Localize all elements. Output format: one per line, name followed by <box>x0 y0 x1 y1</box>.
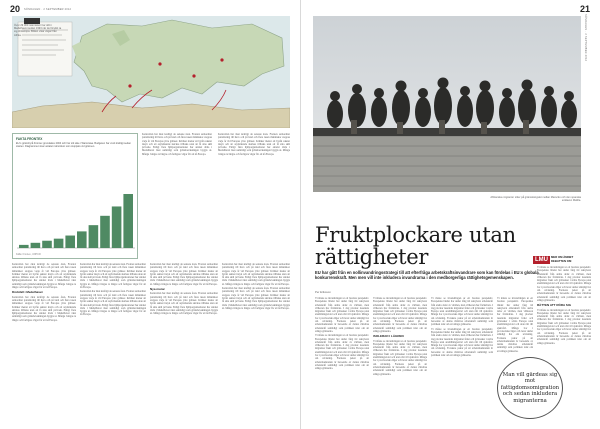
running-head-left: SÖNDAGEN · 2 SEPTEMBER 2012 <box>24 8 72 11</box>
factbox-title: FAKTA FRONTEX <box>16 137 43 141</box>
left-bottom-col-4 <box>222 263 290 421</box>
factbox-bar <box>54 239 64 248</box>
right-col-2 <box>373 297 427 423</box>
left-bottom-col-1-text-b: Kontrollen har ökat kraftigt de senaste åren. Frontex samordnar patrullering till havs och på land och flera tusen människor stoppas varje år vid Europas yttre gränser. Kritiker menar att byrån saknar insyn och att asylsökande skickas tillbaka utan att få sina skäl prövade. Enligt flera hjälporganisationer har antalet döda i Medelhavet ökat samtidigt som gränsbevakningen byggts ut. Många tvingas ta längre och farligare vägar för att nå Europa. <box>12 295 76 322</box>
left-subhead-1: Dödsfall i Medelhavet <box>12 290 43 295</box>
factbox-bar <box>100 216 110 248</box>
left-bottom-col-2-text-b: Kontrollen har ökat kraftigt de senaste åren. Frontex samordnar patrullering till havs och på land och flera tusen människor stoppas varje år vid Europas yttre gränser. Kritiker menar att byrån saknar insyn och att asylsökande skickas tillbaka utan att få sina skäl prövade. Enligt flera hjälporganisationer har antalet döda i Medelhavet ökat samtidigt som gränsbevakningen byggts ut. Många tvingas ta längre och farligare vägar för att nå Europa. <box>80 290 146 317</box>
left-bottom-col-2 <box>80 263 146 421</box>
byline: Per Eriksson <box>315 290 331 294</box>
left-bottom-col-4-text-b: Kontrollen har ökat kraftigt de senaste åren. Frontex samordnar patrullering till havs och på land och flera tusen människor stoppas varje år vid Europas yttre gränser. Kritiker menar att byrån saknar insyn och att asylsökande skickas tillbaka utan att få sina skäl prövade. Enligt flera hjälporganisationer har antalet döda i Medelhavet ökat samtidigt som gränsbevakningen byggts ut. Många tvingas ta längre och farligare vägar för att nå Europa. <box>222 287 290 310</box>
right-col-1-text: Vi måste se invandringen ur ett bredare perspektiv. Europeiska länder har under lång tid rekryterat arbetskraft från andra delar av världen, men villkoren har förändrats. I dag plockar tusentals migranter frukt och grönsaker i södra Europa utan anställningsavtal och utan rätt till sjukvård. Många bor i provisoriska läger och lever under ständigt hot om utvisning. Forskare pekar på att arbetsmarknaden är beroende av denna rättslösa arbetskraft samtidigt som politiken talar om att stänga gränserna. <box>315 297 369 333</box>
pull-quote-text: Man vill gärdeas sig mot fattigdomsomigration och sedan inkludera migranterna <box>500 371 560 404</box>
left-col-a <box>142 133 212 259</box>
right-col-3-text-b: Vi måste se invandringen ur ett bredare perspektiv. Europeiska länder har under lång tid rekryterat arbetskraft från andra delar av världen, men villkoren har förändrats. I dag plockar tusentals migranter frukt och grönsaker i södra Europa utan anställningsavtal och utan rätt till sjukvård. Många bor i provisoriska läger och lever under ständigt hot om utvisning. Forskare pekar på att arbetsmarknaden är beroende av denna rättslösa arbetskraft samtidigt som politiken talar om att stänga gränserna. <box>431 327 493 358</box>
right-page <box>301 0 600 429</box>
left-bottom-col-1-text: Kontrollen har ökat kraftigt de senaste åren. Frontex samordnar patrullering till havs och på land och flera tusen människor stoppas varje år vid Europas yttre gränser. Kritiker menar att byrån saknar insyn och att asylsökande skickas tillbaka utan att få sina skäl prövade. Enligt flera hjälporganisationer har antalet döda i Medelhavet ökat samtidigt som gränsbevakningen byggts ut. Många tvingas ta längre och farligare vägar för att nå Europa. <box>12 263 76 290</box>
topic-tag-line2: DEBATTEN OM <box>551 259 572 263</box>
left-bottom-col-3 <box>150 263 218 421</box>
factbox-bar <box>19 245 29 248</box>
left-bottom-col-4-text: Kontrollen har ökat kraftigt de senaste åren. Frontex samordnar patrullering till havs och på land och flera tusen människor stoppas varje år vid Europas yttre gränser. Kritiker menar att byrån saknar insyn och att asylsökande skickas tillbaka utan att få sina skäl prövade. Enligt flera hjälporganisationer har antalet döda i Medelhavet ökat samtidigt som gränsbevakningen byggts ut. Många tvingas ta längre och farligare vägar för att nå Europa. <box>222 263 290 286</box>
right-col-3-text: Vi måste se invandringen ur ett bredare perspektiv. Europeiska länder har under lång tid rekryterat arbetskraft från andra delar av världen, men villkoren har förändrats. I dag plockar tusentals migranter frukt och grönsaker i södra Europa utan anställningsavtal och utan rätt till sjukvård. Många bor i provisoriska läger och lever under ständigt hot om utvisning. Forskare pekar på att arbetsmarknaden är beroende av denna rättslösa arbetskraft samtidigt som politiken talar om att stänga gränserna. <box>431 297 493 327</box>
left-bottom-col-3-text-b: Kontrollen har ökat kraftigt de senaste åren. Frontex samordnar patrullering till havs och på land och flera tusen människor stoppas varje år vid Europas yttre gränser. Kritiker menar att byrån saknar insyn och att asylsökande skickas tillbaka utan att få sina skäl prövade. Enligt flera hjälporganisationer har antalet döda i Medelhavet ökat samtidigt som gränsbevakningen byggts ut. Många tvingas ta längre och farligare vägar för att nå Europa. <box>150 292 218 316</box>
page-number-left: 20 <box>10 4 21 14</box>
factbox <box>12 133 138 259</box>
right-col-2-text: Vi måste se invandringen ur ett bredare perspektiv. Europeiska länder har under lång tid rekryterat arbetskraft från andra delar av världen, men villkoren har förändrats. I dag plockar tusentals migranter frukt och grönsaker i södra Europa utan anställningsavtal och utan rätt till sjukvård. Många bor i provisoriska läger och lever under ständigt hot om utvisning. Forskare pekar på att arbetsmarknaden är beroende av denna rättslösa arbetskraft samtidigt som politiken talar om att stänga gränserna. <box>373 297 427 333</box>
topic-tag: LMU <box>535 257 548 263</box>
right-col-3 <box>431 297 493 423</box>
photo-caption: Afrikanska migranter sitter på gränsstängslet mellan Marocko och den spanska enklaven Melilla. <box>490 196 581 203</box>
factbox-bar <box>42 241 52 248</box>
lead-paragraph: EU har gått från en nollinvandringsstrategi till att efterfråga arbetskraftsinvandrare som kan fördelas i EU:s globala konkurrenskraft. Men men vill inte inkludera invandrarna i den medborgerliga rättighetsgemenskapen. <box>315 270 539 281</box>
right-subhead-1: ISOLERAD I LÄGREN <box>373 334 404 339</box>
right-col-4 <box>497 297 533 355</box>
left-col-b <box>218 133 290 259</box>
left-subhead-2: Nya murar <box>150 287 165 292</box>
running-head-right: SÖNDAGEN · 2 SEPTEMBER 2012 <box>584 14 587 62</box>
right-col-5-text: Vi måste se invandringen ur ett bredare perspektiv. Europeiska länder har under lång tid rekryterat arbetskraft från andra delar av världen, men villkoren har förändrats. I dag plockar tusentals migranter frukt och grönsaker i södra Europa utan anställningsavtal och utan rätt till sjukvård. Många bor i provisoriska läger och lever under ständigt hot om utvisning. Forskare pekar på att arbetsmarknaden är beroende av denna rättslösa arbetskraft samtidigt som politiken talar om att stänga gränserna. <box>537 266 591 302</box>
right-subhead-2: RÄTTEN ATT RÖRA SIG <box>537 303 572 308</box>
topic-tag-line1: MER OM ÄMNET <box>551 255 574 259</box>
factbox-bar <box>112 206 122 248</box>
right-col-4-text: Vi måste se invandringen ur ett bredare perspektiv. Europeiska länder har under lång tid rekryterat arbetskraft från andra delar av världen, men villkoren har förändrats. I dag plockar tusentals migranter frukt och grönsaker i södra Europa utan anställningsavtal och utan rätt till sjukvård. Många bor i provisoriska läger och lever under ständigt hot om utvisning. Forskare pekar på att arbetsmarknaden är beroende av denna rättslösa arbetskraft samtidigt som politiken talar om att stänga gränserna. <box>497 297 533 353</box>
pull-quote <box>497 357 563 419</box>
right-col-5-text-b: Vi måste se invandringen ur ett bredare perspektiv. Europeiska länder har under lång tid rekryterat arbetskraft från andra delar av världen, men villkoren har förändrats. I dag plockar tusentals migranter frukt och grönsaker i södra Europa utan anställningsavtal och utan rätt till sjukvård. Många bor i provisoriska läger och lever under ständigt hot om utvisning. Forskare pekar på att arbetsmarknaden är beroende av denna rättslösa arbetskraft samtidigt som politiken talar om att stänga gränserna. <box>537 308 591 345</box>
factbox-text: EU:s gränsbyrå Frontex grundades 2004 och har sitt säte i Warszawa. Budgeten har vuxit kraftigt sedan starten. Diagrammet visar antalet människor som stoppats vid gränsen. <box>16 142 131 149</box>
right-col-1 <box>315 297 369 423</box>
headline: Fruktplockare utan rättigheter <box>315 223 516 269</box>
left-bottom-col-1 <box>12 263 76 421</box>
left-col-a-text: Kontrollen har ökat kraftigt de senaste åren. Frontex samordnar patrullering till havs och på land och flera tusen människor stoppas varje år vid Europas yttre gränser. Kritiker menar att byrån saknar insyn och att asylsökande skickas tillbaka utan att få sina skäl prövade. Enligt flera hjälporganisationer har antalet döda i Medelhavet ökat samtidigt som gränsbevakningen byggts ut. Många tvingas ta längre och farligare vägar för att nå Europa. <box>142 133 212 156</box>
factbox-bar <box>65 236 75 248</box>
left-bottom-col-2-text: Kontrollen har ökat kraftigt de senaste åren. Frontex samordnar patrullering till havs och på land och flera tusen människor stoppas varje år vid Europas yttre gränser. Kritiker menar att byrån saknar insyn och att asylsökande skickas tillbaka utan att få sina skäl prövade. Enligt flera hjälporganisationer har antalet döda i Medelhavet ökat samtidigt som gränsbevakningen byggts ut. Många tvingas ta längre och farligare vägar för att nå Europa. <box>80 263 146 290</box>
left-bottom-col-3-text: Kontrollen har ökat kraftigt de senaste åren. Frontex samordnar patrullering till havs och på land och flera tusen människor stoppas varje år vid Europas yttre gränser. Kritiker menar att byrån saknar insyn och att asylsökande skickas tillbaka utan att få sina skäl prövade. Enligt flera hjälporganisationer har antalet döda i Medelhavet ökat samtidigt som gränsbevakningen byggts ut. Många tvingas ta längre och farligare vägar för att nå Europa. <box>150 263 218 286</box>
left-col-b-text: Kontrollen har ökat kraftigt de senaste åren. Frontex samordnar patrullering till havs och på land och flera tusen människor stoppas varje år vid Europas yttre gränser. Kritiker menar att byrån saknar insyn och att asylsökande skickas tillbaka utan att få sina skäl prövade. Enligt flera hjälporganisationer har antalet döda i Medelhavet ökat samtidigt som gränsbevakningen byggts ut. Många tvingas ta längre och farligare vägar för att nå Europa. <box>218 133 290 156</box>
map-caption: Över 29 000 människor har dött i Medelhavet sedan 1993 när de försökt ta sig till Europa. Bilden visar vägar från Afrika. <box>14 24 62 37</box>
factbox-bar <box>31 243 41 248</box>
factbox-bar-chart <box>17 190 135 250</box>
right-col-2-text-b: Vi måste se invandringen ur ett bredare perspektiv. Europeiska länder har under lång tid rekryterat arbetskraft från andra delar av världen, men villkoren har förändrats. I dag plockar tusentals migranter frukt och grönsaker i södra Europa utan anställningsavtal och utan rätt till sjukvård. Många bor i provisoriska läger och lever under ständigt hot om utvisning. Forskare pekar på att arbetsmarknaden är beroende av denna rättslösa arbetskraft samtidigt som politiken talar om att stänga gränserna. <box>373 339 427 376</box>
factbox-bar <box>89 225 99 248</box>
factbox-source: Källa: Frontex, UNHCR <box>16 253 41 256</box>
right-col-1-text-b: Vi måste se invandringen ur ett bredare perspektiv. Europeiska länder har under lång tid rekryterat arbetskraft från andra delar av världen, men villkoren har förändrats. I dag plockar tusentals migranter frukt och grönsaker i södra Europa utan anställningsavtal och utan rätt till sjukvård. Många bor i provisoriska läger och lever under ständigt hot om utvisning. Forskare pekar på att arbetsmarknaden är beroende av denna rättslösa arbetskraft samtidigt som politiken talar om att stänga gränserna. <box>315 334 369 371</box>
migrants-on-fence-photo <box>313 16 581 192</box>
factbox-bar <box>77 231 87 248</box>
factbox-bar <box>123 194 133 248</box>
page-number-right: 21 <box>579 4 590 14</box>
